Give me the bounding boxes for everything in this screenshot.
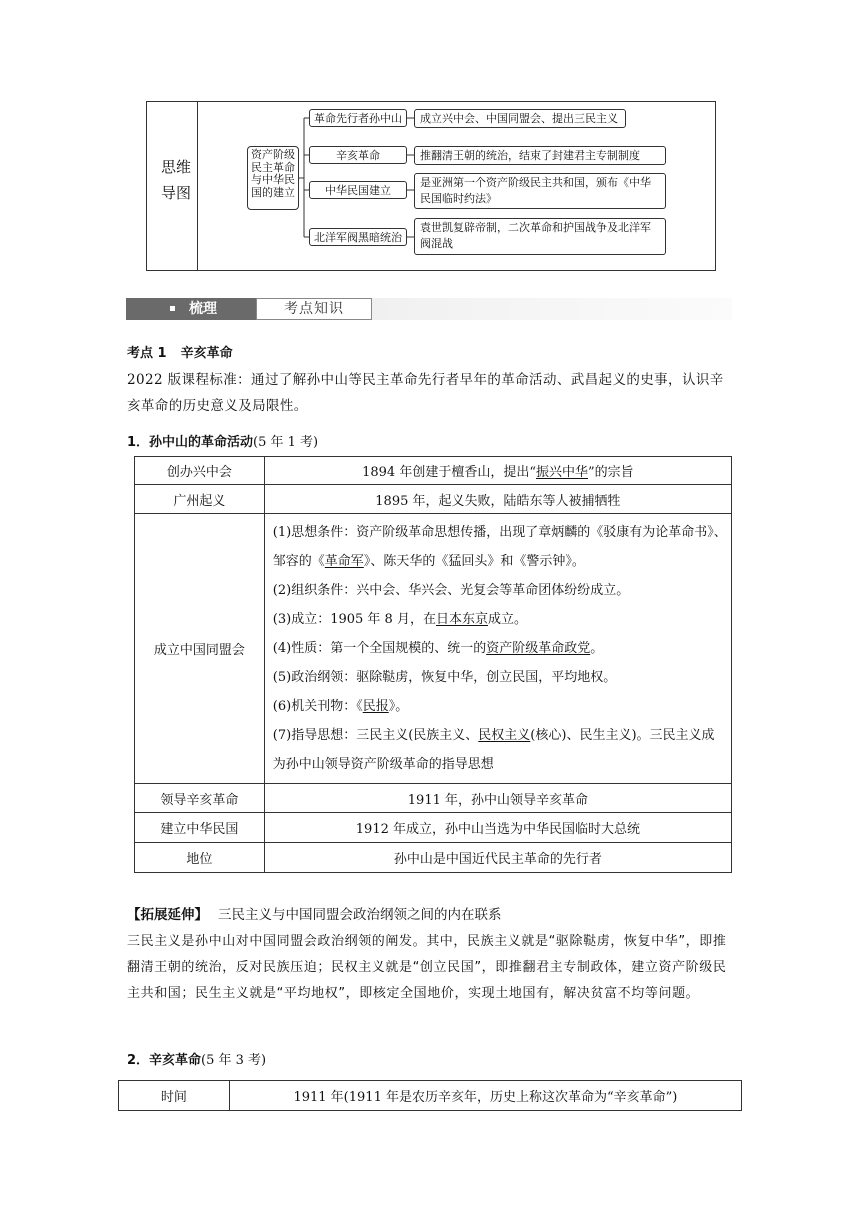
- table-key: 创办兴中会: [135, 457, 265, 485]
- xinhai-table: [118, 1080, 742, 1111]
- extension-body: 三民主义是孙中山对中国同盟会政治纲领的阐发。其中，民族主义就是“驱除鞑虏，恢复中华”，即推翻清王朝的统治，反对民族压迫；民权主义就是“创立民国”，即推翻君主专制政体，建立资产阶级民主共和国；民生主义就是“平均地权”，即核定全国地价，实现土地国有，解决贫富不均等问题。: [127, 934, 727, 1001]
- table-value: 1895 年，起义失败，陆皓东等人被捕牺牲: [264, 485, 731, 514]
- point-heading: 考点 1 辛亥革命: [127, 346, 233, 361]
- square-bullet-icon: [170, 306, 175, 311]
- table-row: [135, 514, 732, 784]
- condition-organization: (2)组织条件：兴中会、华兴会、光复会等革命团体纷纷成立。: [272, 583, 630, 598]
- publication: (6)机关刊物：《民报》。: [272, 699, 409, 714]
- guiding-ideology: (7)指导思想：三民主义(民族主义、民权主义(核心)、民生主义)。三民主义成为孙中山领导资产阶级革命的指导思想: [272, 728, 715, 772]
- table-value: 1912 年成立，孙中山当选为中华民国临时大总统: [264, 813, 731, 843]
- mindmap-node-roc: 中华民国建立: [309, 181, 407, 199]
- program: (5)政治纲领：驱除鞑虏，恢复中华，创立民国，平均地权。: [272, 670, 617, 685]
- mindmap-node-xinhai: 辛亥革命: [309, 146, 407, 164]
- mindmap-center-topic: 资产阶级民主革命与中华民国的建立: [247, 146, 299, 210]
- mindmap-title: 思维导图: [160, 158, 191, 202]
- condition-ideology: (1)思想条件：资产阶级革命思想传播，出现了章炳麟的《驳康有为论革命书》、邹容的《革命军》、陈天华的《猛回头》和《警示钟》。: [272, 525, 727, 569]
- table-value: 1894 年创建于檀香山，提出“振兴中华”的宗旨: [264, 457, 731, 485]
- table-key: 地位: [135, 843, 265, 873]
- table-value: 1911 年(1911 年是农历辛亥年，历史上称这次革命为“辛亥革命”): [229, 1081, 741, 1111]
- mindmap-leaf-4: 袁世凯复辟帝制，二次革命和护国战争及北洋军阀混战: [414, 218, 666, 255]
- banner-label-knowledge: 考点知识: [256, 298, 372, 320]
- table-value: 孙中山是中国近代民主革命的先行者: [264, 843, 731, 873]
- founding: (3)成立：1905 年 8 月，在日本东京成立。: [272, 612, 527, 627]
- table-value: [264, 514, 731, 784]
- mindmap-divider: [197, 101, 198, 271]
- sun-yatsen-table: [134, 456, 732, 873]
- table-key: 成立中国同盟会: [135, 514, 265, 784]
- banner-label-sort: 梳理: [126, 298, 256, 320]
- section-2-heading: 2．辛亥革命(5 年 3 考): [127, 1053, 267, 1068]
- table-row: [135, 843, 732, 873]
- table-row: [135, 457, 732, 485]
- nature: (4)性质：第一个全国规模的、统一的资产阶级革命政党。: [272, 641, 604, 656]
- table-key: 广州起义: [135, 485, 265, 514]
- curriculum-standard: 2022 版课程标准：通过了解孙中山等民主革命先行者早年的革命活动、武昌起义的史事，认识辛亥革命的历史意义及局限性。: [127, 372, 724, 414]
- mindmap-leaf-2: 推翻清王朝的统治，结束了封建君主专制制度: [414, 146, 666, 165]
- table-row: [135, 485, 732, 514]
- extension-heading: 【拓展延伸】 三民主义与中国同盟会政治纲领之间的内在联系: [127, 907, 502, 923]
- table-value: 1911 年，孙中山领导辛亥革命: [264, 784, 731, 813]
- mindmap-node-sun-yatsen: 革命先行者孙中山: [309, 109, 407, 127]
- table-key: 领导辛亥革命: [135, 784, 265, 813]
- table-row: [119, 1081, 742, 1111]
- mindmap-leaf-1: 成立兴中会、中国同盟会、提出三民主义: [414, 109, 626, 128]
- table-row: [135, 813, 732, 843]
- table-row: [135, 784, 732, 813]
- mindmap-leaf-3: 是亚洲第一个资产阶级民主共和国，颁布《中华民国临时约法》: [414, 173, 666, 209]
- mindmap-node-beiyang: 北洋军阀黑暗统治: [309, 228, 407, 246]
- table-key: 建立中华民国: [135, 813, 265, 843]
- section-1-heading: 1．孙中山的革命活动(5 年 1 考): [127, 435, 319, 450]
- table-key: 时间: [119, 1081, 230, 1111]
